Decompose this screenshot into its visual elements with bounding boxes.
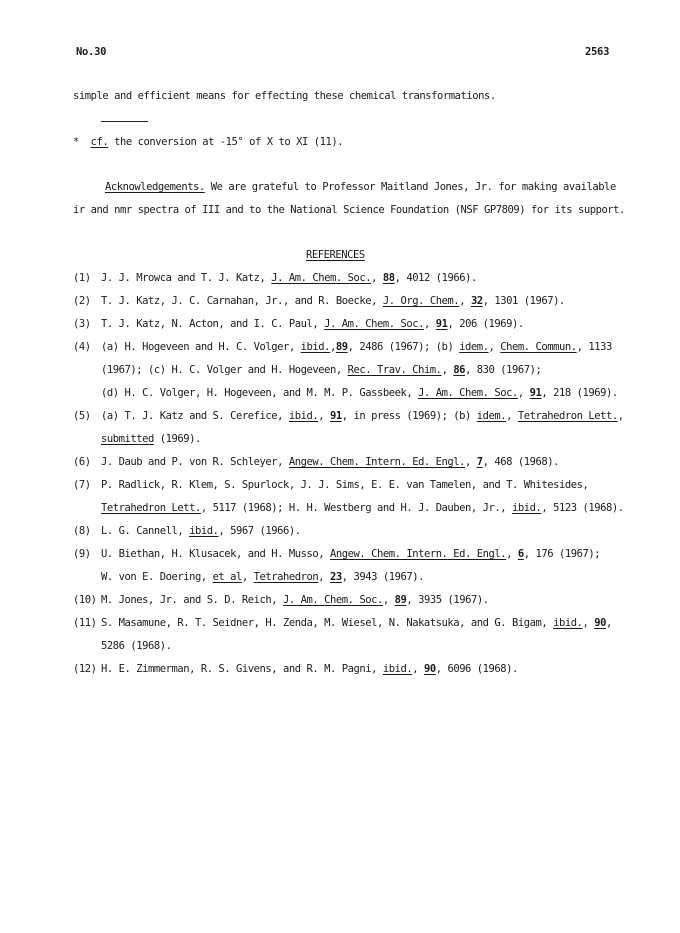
reference-sep: , xyxy=(371,272,383,284)
reference-pages: , 3935 (1967). xyxy=(406,594,489,606)
reference-authors: J. J. Mrowca and T. J. Katz, xyxy=(101,272,272,284)
reference-journal: ibid. xyxy=(382,663,413,675)
reference-volume: 86 xyxy=(453,364,466,376)
reference-authors: T. J. Katz, J. C. Carnahan, Jr., and R. Boecke, xyxy=(101,295,383,307)
reference-1 xyxy=(73,272,477,284)
reference-number: (10) xyxy=(73,594,97,606)
reference-number: (6) xyxy=(73,456,91,468)
reference-sep: , xyxy=(318,571,331,583)
reference-authors: T. J. Katz, N. Acton, and I. C. Paul, xyxy=(101,318,325,330)
reference-volume: 89 xyxy=(394,594,407,606)
reference-volume: 23 xyxy=(330,571,342,583)
reference-journal: ibid. xyxy=(288,410,319,422)
footnote-mark: * xyxy=(73,136,79,148)
reference-journal: idem. xyxy=(476,410,507,422)
reference-pages: , 206 (1969). xyxy=(447,318,524,330)
reference-pages: , 5123 (1968). xyxy=(541,502,624,514)
reference-journal: Tetrahedron Lett. xyxy=(517,410,618,422)
reference-number: (2) xyxy=(73,295,91,307)
reference-volume: 91 xyxy=(435,318,448,330)
reference-sep: , xyxy=(488,341,501,353)
reference-authors: W. von E. Doering, xyxy=(101,571,213,583)
reference-pages: , 5117 (1968); H. H. Westberg and H. J. Dauben, Jr., xyxy=(200,502,513,514)
reference-journal: Rec. Trav. Chim. xyxy=(347,364,442,376)
acknowledgements-line-2: ir and nmr spectra of III and to the National Science Foundation (NSF GP7809) for its support. xyxy=(73,204,625,216)
reference-11 xyxy=(73,617,612,629)
reference-sep: , xyxy=(423,318,436,330)
reference-status: submitted xyxy=(101,433,154,445)
reference-number: (7) xyxy=(73,479,91,491)
reference-pages: , 1301 (1967). xyxy=(482,295,565,307)
reference-sep: , xyxy=(506,548,518,560)
reference-8 xyxy=(73,525,301,537)
reference-pages: , in press (1969); (b) xyxy=(341,410,477,422)
reference-journal: ibid. xyxy=(189,525,219,537)
reference-volume: 6 xyxy=(517,548,524,560)
reference-pages: , xyxy=(617,410,624,422)
reference-volume: 88 xyxy=(382,272,395,284)
reference-etal: et al xyxy=(212,571,242,583)
reference-sep: , xyxy=(330,341,336,353)
reference-authors: (1967); (c) H. C. Volger and H. Hogeveen, xyxy=(101,364,348,376)
reference-pages: , 4012 (1966). xyxy=(394,272,477,284)
reference-7-line-2 xyxy=(101,502,624,514)
reference-pages: , 218 (1969). xyxy=(541,387,618,399)
reference-journal: ibid. xyxy=(300,341,330,353)
reference-journal: J. Am. Chem. Soc. xyxy=(283,594,383,606)
reference-authors: P. Radlick, R. Klem, S. Spurlock, J. J. Sims, E. E. van Tamelen, and T. Whitesides, xyxy=(101,479,589,491)
reference-number: (1) xyxy=(73,272,91,284)
reference-11-line-2: 5286 (1968). xyxy=(101,640,172,652)
reference-sep: , xyxy=(318,410,330,422)
reference-2 xyxy=(73,295,565,307)
footnote xyxy=(73,136,343,148)
reference-pages: , 3943 (1967). xyxy=(341,571,424,583)
reference-journal: J. Am. Chem. Soc. xyxy=(271,272,372,284)
reference-authors: (d) H. C. Volger, H. Hogeveen, and M. M. P. Gassbeek, xyxy=(101,387,419,399)
reference-3 xyxy=(73,318,524,330)
reference-5 xyxy=(73,410,624,422)
reference-authors: S. Masamune, R. T. Seidner, H. Zenda, M. Wiesel, N. Nakatsuka, and G. Bigam, xyxy=(101,617,554,629)
reference-authors: H. E. Zimmerman, R. S. Givens, and R. M. Pagni, xyxy=(101,663,383,675)
reference-sep: , xyxy=(582,617,595,629)
reference-4-line-2 xyxy=(101,364,541,376)
reference-pages: , 830 (1967); xyxy=(465,364,542,376)
reference-journal: ibid. xyxy=(553,617,583,629)
reference-4 xyxy=(73,341,612,353)
reference-12 xyxy=(73,663,518,675)
references-heading: REFERENCES xyxy=(306,249,365,261)
page-number: 2563 xyxy=(585,46,610,58)
reference-7 xyxy=(73,479,588,491)
reference-journal: Angew. Chem. Intern. Ed. Engl. xyxy=(288,456,466,468)
reference-9 xyxy=(73,548,600,560)
reference-pages: , 6096 (1968). xyxy=(435,663,518,675)
reference-sep: , xyxy=(506,410,518,422)
reference-10 xyxy=(73,594,489,606)
reference-volume: 90 xyxy=(423,663,436,675)
reference-sep: , xyxy=(382,594,395,606)
reference-pages: (1969). xyxy=(153,433,201,445)
reference-number: (12) xyxy=(73,663,97,675)
reference-authors: M. Jones, Jr. and S. D. Reich, xyxy=(101,594,284,606)
reference-number: (11) xyxy=(73,617,97,629)
reference-sep: , xyxy=(441,364,454,376)
reference-number: (3) xyxy=(73,318,91,330)
reference-journal: idem. xyxy=(459,341,489,353)
reference-authors: U. Biethan, H. Klusacek, and H. Musso, xyxy=(101,548,330,560)
footnote-rule xyxy=(101,121,148,122)
reference-journal: J. Am. Chem. Soc. xyxy=(324,318,424,330)
reference-pages: , 176 (1967); xyxy=(523,548,601,560)
footnote-cf: cf. xyxy=(90,136,109,148)
reference-sep: , xyxy=(412,663,424,675)
reference-sep: , xyxy=(241,571,254,583)
reference-authors: L. G. Cannell, xyxy=(101,525,190,537)
reference-authors: J. Daub and P. von R. Schleyer, xyxy=(101,456,289,468)
acknowledgements xyxy=(105,181,616,193)
reference-journal: Tetrahedron Lett. xyxy=(101,502,201,514)
footnote-text: the conversion at -15° of X to XI (11). xyxy=(108,136,344,148)
reference-6 xyxy=(73,456,559,468)
reference-volume: 90 xyxy=(594,617,606,629)
reference-5-line-2 xyxy=(101,433,201,445)
reference-number: (9) xyxy=(73,548,91,560)
reference-sep: , xyxy=(517,387,530,399)
reference-4-line-3 xyxy=(101,387,618,399)
reference-number: (5) xyxy=(73,410,91,422)
reference-sep: , xyxy=(465,456,477,468)
reference-number: (8) xyxy=(73,525,91,537)
reference-journal: Angew. Chem. Intern. Ed. Engl. xyxy=(330,548,507,560)
reference-volume: 91 xyxy=(529,387,542,399)
reference-9-line-2 xyxy=(101,571,424,583)
reference-journal: J. Org. Chem. xyxy=(382,295,460,307)
reference-volume: 7 xyxy=(476,456,483,468)
reference-pages: , 5967 (1966). xyxy=(218,525,301,537)
reference-pages: , 2486 (1967); (b) xyxy=(347,341,460,353)
reference-number: (4) xyxy=(73,341,91,353)
reference-volume: 89 xyxy=(335,341,348,353)
reference-authors: (a) H. Hogeveen and H. C. Volger, xyxy=(101,341,301,353)
body-text-line: simple and efficient means for effecting these chemical transformations. xyxy=(73,90,496,102)
journal-issue: No.30 xyxy=(76,46,107,58)
reference-journal: Chem. Commun. xyxy=(500,341,577,353)
reference-volume: 32 xyxy=(470,295,483,307)
reference-pages: , 468 (1968). xyxy=(482,456,560,468)
reference-journal: Tetrahedron xyxy=(253,571,319,583)
reference-pages: , xyxy=(605,617,612,629)
acknowledgements-title: Acknowledgements. xyxy=(105,181,205,193)
reference-journal: ibid. xyxy=(512,502,542,514)
reference-pages: , 1133 xyxy=(576,341,612,353)
acknowledgements-text: We are grateful to Professor Maitland Jones, Jr. for making available xyxy=(204,181,616,193)
reference-volume: 91 xyxy=(330,410,342,422)
reference-sep: , xyxy=(459,295,471,307)
reference-authors: (a) T. J. Katz and S. Cerefice, xyxy=(101,410,289,422)
reference-journal: J. Am. Chem. Soc. xyxy=(418,387,518,399)
